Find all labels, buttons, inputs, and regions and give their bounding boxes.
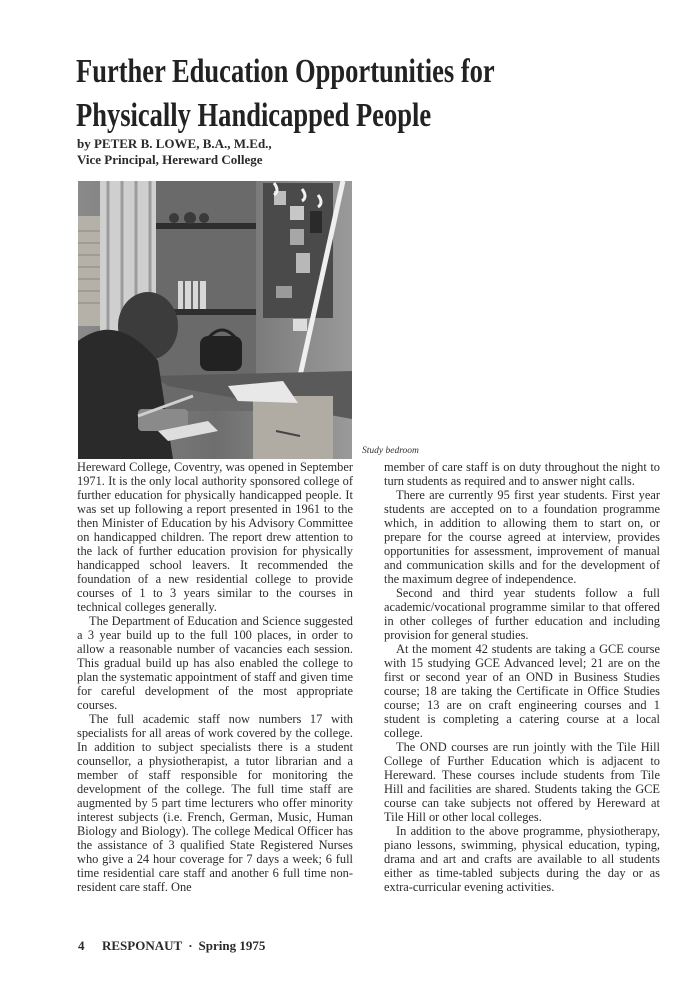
- paragraph: Hereward College, Coventry, was opened in September 1971. It is the only local authority sponsored college of further education for physically handicapped people. It was set up following a report presented in 1961 to the then Minister of Education by his Advisory Committee on handicapped children. The report drew attention to the lack of further education provision for physically handicapped school leavers. It recommended the foundation of a new residential college to provide courses of 1 to 3 years similar to the courses in technical colleges generally.: [77, 460, 353, 614]
- title-line-2: Physically Handicapped People: [76, 97, 432, 134]
- author-role: Vice Principal, Hereward College: [77, 152, 263, 167]
- paragraph: The Department of Education and Science suggested a 3 year build up to the full 100 places, in order to allow a reasonable number of vacancies each session. This gradual build up has also enabled the college to plan the systematic appointment of staff and given time for careful development of the most appropriate courses.: [77, 614, 353, 712]
- study-bedroom-photo: [78, 181, 352, 459]
- byline: [77, 136, 272, 168]
- page-footer: [78, 938, 265, 954]
- article-title: [76, 50, 495, 138]
- paragraph: member of care staff is on duty throughout the night to turn students as required and to answer night calls.: [384, 460, 660, 488]
- body-column-left: [77, 460, 353, 894]
- paragraph: Second and third year students follow a full academic/vocational programme similar to that offered in other colleges of further education and including provision for general studies.: [384, 586, 660, 642]
- issue-date: Spring 1975: [198, 938, 266, 953]
- photo-illustration: [78, 181, 352, 459]
- paragraph: In addition to the above programme, physiotherapy, piano lessons, swimming, physical education, typing, drama and art and crafts are available to all students either as time-tabled subjects during the day or as extra-curricular evening activities.: [384, 824, 660, 894]
- paragraph: The full academic staff now numbers 17 with specialists for all areas of work covered by the college. In addition to subject specialists there is a student counsellor, a physiotherapist, a tutor librarian and a member of staff responsible for monitoring the development of the college. The full time staff are augmented by 5 part time lecturers who offer minority interest subjects (i.e. French, German, Music, Human Biology and Biology). The college Medical Officer has the assistance of 3 qualified State Registered Nurses who give a 24 hour coverage for 7 days a week; 6 full time residential care staff and another 6 full time non-resident care staff. One: [77, 712, 353, 894]
- body-column-right: [384, 460, 660, 894]
- paragraph: At the moment 42 students are taking a GCE course with 15 studying GCE Advanced level; 21 are on the first or second year of an OND in Business Studies course; 18 are taking the Certificate in Office Studies course; 13 are on craft engineering courses and 1 student is completing a catering course at a local college.: [384, 642, 660, 740]
- paragraph: The OND courses are run jointly with the Tile Hill College of Further Education which is adjacent to Hereward. These courses include students from Tile Hill and facilities are shared. Students taking the GCE course can take subjects not offered by Hereward at Tile Hill or other local colleges.: [384, 740, 660, 824]
- author-name: by PETER B. LOWE, B.A., M.Ed.,: [77, 136, 272, 151]
- publication-name: RESPONAUT: [102, 938, 183, 953]
- footer-separator: ·: [188, 938, 193, 953]
- paragraph: There are currently 95 first year students. First year students are accepted on to a foundation programme which, in addition to allowing them to start on, or prepare for the course agreed at interview, provides opportunities for assessment, improvement of manual and communication skills and for the development of the maximum degree of independence.: [384, 488, 660, 586]
- title-line-1: Further Education Opportunities for: [76, 53, 495, 90]
- page-number: 4: [78, 938, 85, 953]
- photo-caption: Study bedroom: [362, 446, 419, 456]
